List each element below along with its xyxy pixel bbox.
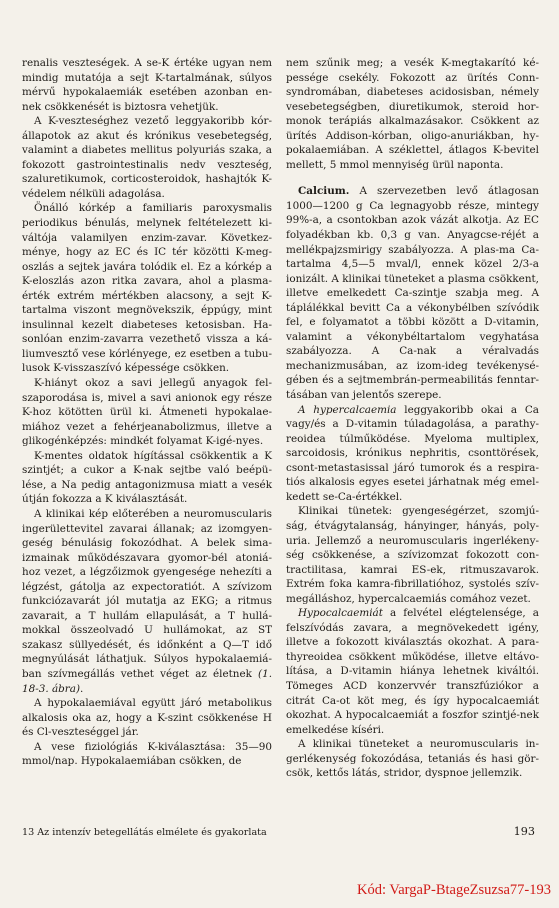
paragraph	[286, 606, 539, 737]
paragraph	[22, 507, 272, 696]
paragraph	[286, 403, 539, 505]
paragraph-text: A klinikai kép előterében a neuromuscularis ingerülettevitel zavarai állanak; az izomgyen-geség bénulásig fokozódhat. A belek sima-izmainak működészavara gyomor-bél atoniá-hoz vezet, a légzőizmok gyengesége nehezíti a légzést, gátolja az expectoratiót. A szívizom funkciózavarát jól mutatja az EKG; a ritmus zavarait, a T hullám ellapulását, a T hullá-mokkal összeolvadó U hullámokat, az ST szakasz süllyedését, és időnként a Q—T idő megnyúlását láthatjuk. Súlyos hypokalaemiá-ban szívmegállás vethet véget az életnek	[22, 507, 272, 680]
paragraph: Önálló kórkép a familiaris paroxysmalis periodikus bénulás, melynek feltételezett ki-váltója valamilyen enzim-zavar. Következ-ménye, hogy az EC és IC tér közötti K-meg-oszlás a sejtek javára tolódik el. Ez a kórkép a K-eloszlás azon ritka zavara, ahol a plasma-érték extrém mértékben alacsony, a sejt K-tartalma viszont megnövekszik, éppúgy, mint insulinnal kezelt diabeteses ketosisban. Ha-sonlóan enzim-zavarra vezethető vissza a ká-liumvesztő vese kórlényege, ez esetben a tubu-lusok K-visszaszívó képessége csökken.	[22, 202, 272, 375]
page-number: 193	[513, 825, 535, 838]
paragraph: K-hiányt okoz a savi jellegű anyagok fel-szaporodása is, mivel a savi anionok egy része K-hoz kötötten ürül ki. Átmeneti hypokalae-miához vezet a fehérjeanabolizmus, illetve a glikogénképzés: mindkét folyamat K-igé-nyes.	[22, 377, 272, 448]
paragraph: A hypokalaemiával együtt járó metabolikus alkalosis oka az, hogy a K-szint csökkenése H és Cl-veszteséggel jár.	[22, 697, 272, 739]
paragraph-text: .	[80, 682, 84, 695]
right-column	[286, 56, 539, 781]
paragraph: nem szűnik meg; a vesék K-megtakarító ké-pessége csekély. Fokozott az ürítés Conn-syndromában, diabeteses acidosisban, némely vesebetegségben, diuretikumok, steroid hor-monok terápiás alkalmazásakor. Csökkent az ürítés Addison-kórban, oligo-anuriákban, hy-pokalaemiában. A széklettel, átlagos K-bevitel mellett, 5 mmol mennyiség ürül naponta.	[286, 57, 539, 171]
paragraph: A K-veszteséghez vezető leggyakoribb kór-állapotok az akut és krónikus vesebetegség, valamint a diabetes mellitus polyuriás szaka, a fokozott gastrointestinalis nedv veszteség, szaluretikumok, corticosteroidok, hashajtók K-védelem nélküli adagolása.	[22, 115, 272, 200]
paragraph: A vese fiziológiás K-kiválasztása: 35—90 mmol/nap. Hypokalaemiában csökken, de	[22, 740, 272, 768]
section-heading: Calcium.	[298, 185, 350, 198]
paragraph: A klinikai tüneteket a neuromuscularis in-gerlékenység fokozódása, tetaniás és hasi gör-csök, kettős látás, stridor, dyspnoe jellemzik.	[286, 738, 539, 780]
calcium-section	[286, 184, 539, 402]
figure-reference: (1. 18-3. ábra)	[22, 667, 272, 695]
paragraph: renalis veszteségek. A se-K értéke ugyan nem mindig mutatója a sejt K-tartalmának, súlyos mérvű hypokalaemiák esetében azonban en-nek csökkenését is biztosra vehetjük.	[22, 57, 272, 113]
paragraph-text: leggyakoribb okai a Ca vagy/és a D-vitamin túladagolása, a parathy-reoidea túlműködése. Myeloma multiplex, sarcoidosis, krónikus nephritis, csonttörések, csont-metastasissal járó tumorok és a respira-tiós alkalosis egyes esetei járhatnak még emel-kedett se-Ca-értékkel.	[286, 403, 539, 503]
left-column	[22, 56, 272, 769]
paragraph: Klinikai tünetek: gyengeségérzet, szomjú-ság, étvágytalanság, hányinger, hányás, poly-uria. Jellemző a neuromuscularis ingerlékeny-ség csökkenése, a szívizomzat fokozott con-tractilitasa, kamrai ES-ek, ritmuszavarok. Extrém foka kamra-fibrillatióhoz, systolés szív-megálláshoz, hypercalcaemiás comához vezet.	[286, 505, 539, 605]
paragraph-text: A szervezetben levő átlagosan 1000—1200 g Ca legnagyobb része, mintegy 99%-a, a csontokban azok vázát alkotja. Az EC folyadékban kb. 0,3 g van. Anyagcse-réjét a mellékpajzsmirigy szabályozza. A plas-ma Ca-tartalma 4,5—5 mval/l, ennek közel 2/3-a ionizált. A klinikai tüneteket a plasma csökkent, illetve emelkedett Ca-szintje szabja meg. A táplálékkal bevitt Ca a vékonybélben szívódik fel, e folyamatot a többi között a D-vitamin, valamint a vékonybéltartalom vegyhatása szabályozza. A Ca-nak a véralvadás mechanizmusában, az izom-ideg tevékenysé-gében és a sejtmembrán-permeabilitás fenntar-tásában van jelentős szerepe.	[286, 185, 539, 402]
term-hypercalcaemia: A hypercalcaemia	[298, 403, 397, 416]
code-stamp: Kód: VargaP-BtageZsuzsa77-193	[357, 882, 551, 898]
running-footer: 13 Az intenzív betegellátás elmélete és gyakorlata	[22, 827, 267, 838]
paragraph-text: a felvétel elégtelensége, a felszívódás zavara, a megnövekedett igény, illetve a fokozott kiválasztás okozhat. A para-thyreoidea csökkent működése, illetve eltávo-lítása, a D-vitamin hiánya lehetnek kiváltói. Tömeges ACD konzervvér transzfúziókor a citrát Ca-ot köt meg, és így hypocalcaemiát okozhat. A hypocalcaemiát a foszfor szintjé-nek emelkedése kíséri.	[286, 607, 539, 736]
paragraph: K-mentes oldatok hígítással csökkentik a K szintjét; a cukor a K-nak sejtbe való beépü-lése, a Na pedig antagonizmusa miatt a vesék útján fokozza a K kiválasztását.	[22, 449, 272, 506]
term-hypocalcaemia: Hypocalcaemiát	[298, 607, 383, 620]
